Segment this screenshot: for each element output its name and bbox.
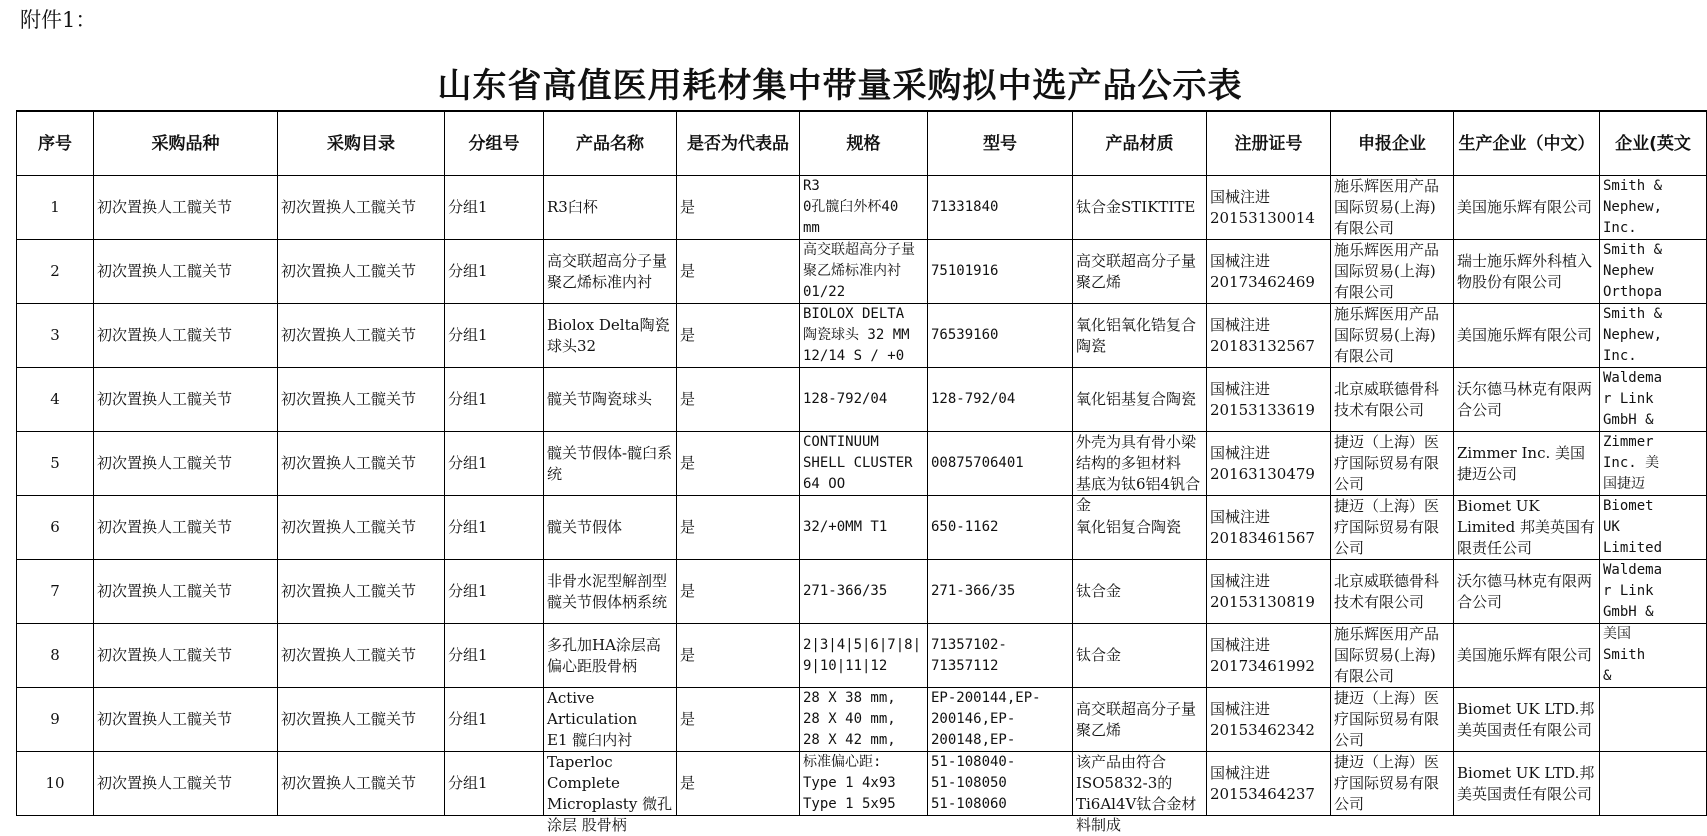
cell-text: 分组1 [448,454,488,472]
cell-text: 氧化铝氧化锆复合陶瓷 [1076,315,1197,355]
cell-text: Smith & Nephew Orthopa [1603,242,1663,300]
cell-text: 沃尔德马林克有限两合公司 [1457,379,1593,419]
table-cell [928,176,1073,240]
column-header: 序号 [17,111,94,176]
table-cell [928,496,1073,560]
table-cell [544,688,677,752]
table-cell [17,432,94,496]
cell-text: 分组1 [448,262,488,280]
cell-text: 标准偏心距: Type 1 4x93 Type 1 5x95 [803,754,896,812]
table-row [17,624,1707,688]
table-cell [445,752,544,816]
table-cell [1600,368,1707,432]
cell-text: 是 [680,710,696,728]
table-cell [677,176,800,240]
table-cell [1331,368,1454,432]
table-cell [1600,752,1707,816]
table-cell [800,432,928,496]
cell-text: 6 [50,518,60,536]
cell-text: 外壳为具有骨小梁结构的多钽材料 基底为钛6铝4钒合金 [1076,433,1201,514]
cell-text: Smith & Nephew, Inc. [1603,178,1663,236]
table-cell [800,240,928,304]
cell-text: 施乐辉医用产品国际贸易(上海)有限公司 [1334,305,1440,365]
cell-text: 瑞士施乐辉外科植入物股份有限公司 [1457,251,1593,291]
cell-text: Smith & Nephew, Inc. [1603,306,1663,364]
cell-text: 是 [680,646,696,664]
table-row [17,176,1707,240]
table-cell [1207,176,1331,240]
table-cell [1600,496,1707,560]
column-header: 分组号 [445,111,544,176]
column-header: 规格 [800,111,928,176]
table-cell [17,368,94,432]
table-row [17,240,1707,304]
cell-text: 7 [50,582,60,600]
table-cell [1207,432,1331,496]
cell-text: 是 [680,198,696,216]
cell-text: 国械注进 20153130014 [1210,187,1315,227]
cell-text: 分组1 [448,582,488,600]
table-cell [1331,560,1454,624]
cell-text: 是 [680,518,696,536]
cell-text: 是 [680,774,696,792]
cell-text: 51-108040- 51-108050 51-108060 [931,754,1016,812]
table-cell [1331,496,1454,560]
table-cell [94,176,278,240]
document-title: 山东省高值医用耗材集中带量采购拟中选产品公示表 [437,66,1243,106]
table-cell [800,624,928,688]
table-cell [17,304,94,368]
cell-text: 美国 Smith & [1603,626,1646,684]
table-cell [928,304,1073,368]
column-header: 采购目录 [278,111,445,176]
cell-text: 初次置换人工髋关节 [97,390,233,408]
table-cell [94,688,278,752]
table-cell [928,752,1073,816]
table-cell [928,624,1073,688]
table-cell [1600,176,1707,240]
table-cell [544,496,677,560]
table-cell [445,688,544,752]
table-row [17,560,1707,624]
table-cell [445,560,544,624]
cell-text: R3臼杯 [547,198,598,216]
table-cell [278,752,445,816]
table-cell [544,432,677,496]
cell-text: 捷迈（上海）医疗国际贸易有限公司 [1334,497,1440,557]
column-header: 产品名称 [544,111,677,176]
table-cell [1073,304,1207,368]
cell-text: 9 [50,710,60,728]
table-cell [278,560,445,624]
table-cell [800,176,928,240]
column-header: 企业(英文 [1600,111,1707,176]
table-cell [94,304,278,368]
table-cell [94,368,278,432]
cell-text: 1 [50,198,60,216]
table-cell [800,688,928,752]
table-cell [1331,688,1454,752]
cell-text: 分组1 [448,774,488,792]
cell-text: 初次置换人工髋关节 [97,582,233,600]
cell-text: 国械注进 20173461992 [1210,635,1315,675]
table-cell [544,304,677,368]
table-cell [445,432,544,496]
cell-text: Zimmer Inc. 美 国捷迈 [1603,434,1660,492]
table-cell [278,432,445,496]
cell-text: 28 X 38 mm, 28 X 40 mm, 28 X 42 mm, [803,690,896,748]
cell-text: 是 [680,262,696,280]
cell-text: 国械注进 20173462469 [1210,251,1315,291]
table-cell [1207,560,1331,624]
cell-text: 初次置换人工髋关节 [97,710,233,728]
cell-text: 钛合金 [1076,646,1122,664]
attachment-label: 附件1： [20,8,97,32]
table-cell [1207,752,1331,816]
table-row [17,304,1707,368]
cell-text: 北京威联德骨科技术有限公司 [1334,379,1440,419]
table-cell [445,304,544,368]
cell-text: 初次置换人工髋关节 [281,326,417,344]
table-cell [17,624,94,688]
table-cell [278,368,445,432]
table-cell [677,560,800,624]
cell-text: 初次置换人工髋关节 [97,198,233,216]
cell-text: 钛合金 [1076,582,1122,600]
column-header: 是否为代表品 [677,111,800,176]
table-cell [677,688,800,752]
table-cell [1331,176,1454,240]
cell-text: 国械注进 20153464237 [1210,763,1315,803]
table-cell [1454,688,1600,752]
table-cell [544,176,677,240]
cell-text: Biomet UK Limited [1603,498,1663,556]
cell-text: BIOLOX DELTA 陶瓷球头 32 MM 12/14 S / +0 [803,306,910,364]
table-cell [928,560,1073,624]
table-cell [1454,368,1600,432]
table-cell [278,176,445,240]
table-cell [1331,752,1454,816]
cell-text: 8 [50,646,60,664]
cell-text: 氧化铝基复合陶瓷 [1076,390,1197,408]
table-cell [1073,560,1207,624]
table-cell [1600,240,1707,304]
cell-text: 初次置换人工髋关节 [281,262,417,280]
table-cell [1073,240,1207,304]
table-cell [677,496,800,560]
table-cell [94,432,278,496]
cell-text: 捷迈（上海）医疗国际贸易有限公司 [1334,753,1440,813]
table-row [17,432,1707,496]
cell-text: 北京威联德骨科技术有限公司 [1334,571,1440,611]
cell-text: 是 [680,390,696,408]
cell-text: 128-792/04 [803,391,888,407]
table-cell [1454,496,1600,560]
table-cell [1207,304,1331,368]
table-cell [1454,432,1600,496]
cell-text: 分组1 [448,326,488,344]
cell-text: 分组1 [448,390,488,408]
table-cell [928,432,1073,496]
cell-text: 是 [680,454,696,472]
table-cell [17,496,94,560]
table-cell [928,240,1073,304]
table-cell [544,752,677,834]
table-cell [1207,496,1331,560]
cell-text: 2|3|4|5|6|7|8| 9|10|11|12 [803,636,922,674]
table-cell [1331,304,1454,368]
table-row [17,752,1707,816]
cell-text: R3 0孔髋臼外杯40 mm [803,178,899,236]
cell-text: 初次置换人工髋关节 [97,262,233,280]
table-cell [1600,688,1707,752]
table-cell [1454,304,1600,368]
table-cell [278,688,445,752]
column-header: 采购品种 [94,111,278,176]
cell-text: 沃尔德马林克有限两合公司 [1457,571,1593,611]
table-cell [677,432,800,496]
table-cell [278,624,445,688]
table-cell [445,240,544,304]
table-cell [445,624,544,688]
cell-text: 高交联超高分子量聚乙烯 [1076,699,1197,739]
product-table-container [16,110,1691,834]
cell-text: 初次置换人工髋关节 [97,454,233,472]
table-cell [544,240,677,304]
cell-text: 4 [50,390,60,408]
cell-text: 271-366/35 [803,583,888,599]
cell-text: CONTINUUM SHELL CLUSTER 64 OO [803,434,913,492]
table-cell [928,368,1073,432]
cell-text: 国械注进 20153133619 [1210,379,1315,419]
cell-text: 施乐辉医用产品国际贸易(上海)有限公司 [1334,241,1440,301]
cell-text: 高交联超高分子量聚乙烯标准内衬 [547,251,668,291]
table-cell [1600,432,1707,496]
table-row [17,688,1707,752]
cell-text: 650-1162 [931,519,999,535]
column-header: 生产企业（中文） [1454,111,1600,176]
cell-text: Taperloc Complete Microplasty 微孔涂层 股骨柄 [547,753,673,834]
table-cell [1331,624,1454,688]
table-cell [677,304,800,368]
cell-text: 71357102- 71357112 [931,636,1007,674]
table-cell [1331,432,1454,496]
column-header: 产品材质 [1073,111,1207,176]
table-row [17,496,1707,560]
table-cell [17,240,94,304]
cell-text: 多孔加HA涂层高偏心距股骨柄 [547,635,661,675]
cell-text: 71331840 [931,199,999,215]
table-cell [1454,240,1600,304]
cell-text: Waldema r Link GmbH & [1603,562,1663,620]
cell-text: 髋关节陶瓷球头 [547,390,653,408]
cell-text: 施乐辉医用产品国际贸易(上海)有限公司 [1334,625,1440,685]
header-row [17,111,1707,176]
table-cell [677,368,800,432]
cell-text: 髋关节假体 [547,518,623,536]
cell-text: 是 [680,582,696,600]
cell-text: 捷迈（上海）医疗国际贸易有限公司 [1334,433,1440,493]
table-cell [445,496,544,560]
table-cell [1073,368,1207,432]
cell-text: 美国施乐辉有限公司 [1457,326,1593,344]
table-cell [17,560,94,624]
table-cell [1207,688,1331,752]
table-cell [94,624,278,688]
cell-text: 初次置换人工髋关节 [281,198,417,216]
table-cell [94,560,278,624]
cell-text: 初次置换人工髋关节 [281,646,417,664]
column-header: 申报企业 [1331,111,1454,176]
cell-text: Zimmer Inc. 美国捷迈公司 [1457,443,1586,483]
cell-text: Biomet UK Limited 邦美英国有限责任公司 [1457,497,1596,557]
cell-text: 10 [45,774,65,792]
table-cell [544,560,677,624]
column-header: 型号 [928,111,1073,176]
cell-text: 32/+0MM T1 [803,519,888,535]
table-body [17,176,1707,834]
table-cell [800,560,928,624]
table-row [17,368,1707,432]
table-cell [1073,432,1207,514]
cell-text: 3 [50,326,60,344]
cell-text: 76539160 [931,327,999,343]
cell-text: 初次置换人工髋关节 [281,710,417,728]
cell-text: 国械注进 20183461567 [1210,507,1315,547]
table-cell [17,752,94,816]
table-cell [1454,752,1600,816]
cell-text: 初次置换人工髋关节 [281,774,417,792]
cell-text: 捷迈（上海）医疗国际贸易有限公司 [1334,689,1440,749]
table-cell [445,176,544,240]
cell-text: 国械注进 20183132567 [1210,315,1315,355]
table-cell [800,752,928,816]
table-cell [1600,624,1707,688]
table-cell [1600,304,1707,368]
cell-text: 分组1 [448,710,488,728]
cell-text: 高交联超高分子量聚乙烯标准内衬01/22 [803,242,915,300]
table-cell [1207,624,1331,688]
cell-text: 国械注进 20153130819 [1210,571,1315,611]
table-cell [1454,176,1600,240]
table-cell [1073,176,1207,240]
table-cell [928,688,1073,752]
cell-text: EP-200144,EP- 200146,EP- 200148,EP- [931,690,1041,748]
cell-text: 美国施乐辉有限公司 [1457,646,1593,664]
cell-text: 75101916 [931,263,999,279]
cell-text: 国械注进 20153462342 [1210,699,1315,739]
cell-text: 128-792/04 [931,391,1016,407]
product-table [16,110,1707,834]
table-cell [677,240,800,304]
table-cell [94,496,278,560]
table-cell [544,368,677,432]
table-cell [1073,496,1207,560]
cell-text: 分组1 [448,198,488,216]
table-cell [1207,240,1331,304]
cell-text: 00875706401 [931,455,1024,471]
cell-text: 高交联超高分子量聚乙烯 [1076,251,1197,291]
table-cell [677,624,800,688]
table-cell [1073,624,1207,688]
table-cell [278,496,445,560]
table-cell [1600,560,1707,624]
cell-text: 2 [50,262,60,280]
table-cell [278,240,445,304]
cell-text: 是 [680,326,696,344]
cell-text: 初次置换人工髋关节 [281,454,417,472]
cell-text: 分组1 [448,646,488,664]
column-header: 注册证号 [1207,111,1331,176]
table-cell [17,176,94,240]
cell-text: 氧化铝复合陶瓷 [1076,518,1182,536]
cell-text: 髋关节假体-髋臼系统 [547,443,673,483]
table-cell [1073,688,1207,752]
table-cell [800,496,928,560]
cell-text: 美国施乐辉有限公司 [1457,198,1593,216]
cell-text: 初次置换人工髋关节 [97,774,233,792]
table-cell [94,240,278,304]
cell-text: Waldema r Link GmbH & [1603,370,1663,428]
table-cell [445,368,544,432]
cell-text: Active Articulation E1 髋臼内衬 [547,689,638,749]
cell-text: Biolox Delta陶瓷球头32 [547,315,670,355]
table-cell [1454,624,1600,688]
cell-text: 该产品由符合ISO5832-3的Ti6Al4V钛合金材料制成 [1076,753,1197,834]
table-cell [17,688,94,752]
table-cell [278,304,445,368]
cell-text: 初次置换人工髋关节 [97,326,233,344]
table-cell [800,368,928,432]
cell-text: 271-366/35 [931,583,1016,599]
cell-text: 5 [50,454,60,472]
cell-text: 初次置换人工髋关节 [281,390,417,408]
table-cell [94,752,278,816]
cell-text: 初次置换人工髋关节 [281,518,417,536]
cell-text: 施乐辉医用产品国际贸易(上海)有限公司 [1334,177,1440,237]
cell-text: 初次置换人工髋关节 [281,582,417,600]
cell-text: 分组1 [448,518,488,536]
table-cell [677,752,800,816]
cell-text: 初次置换人工髋关节 [97,646,233,664]
table-cell [1207,368,1331,432]
cell-text: 钛合金STIKTITE [1076,198,1196,216]
cell-text: 国械注进 20163130479 [1210,443,1315,483]
table-cell [544,624,677,688]
table-cell [1454,560,1600,624]
table-cell [1073,752,1207,834]
table-cell [1331,240,1454,304]
table-cell [800,304,928,368]
cell-text: Biomet UK LTD.邦美英国责任有限公司 [1457,763,1595,803]
cell-text: 初次置换人工髋关节 [97,518,233,536]
cell-text: Biomet UK LTD.邦美英国责任有限公司 [1457,699,1595,739]
cell-text: 非骨水泥型解剖型髋关节假体柄系统 [547,571,668,611]
